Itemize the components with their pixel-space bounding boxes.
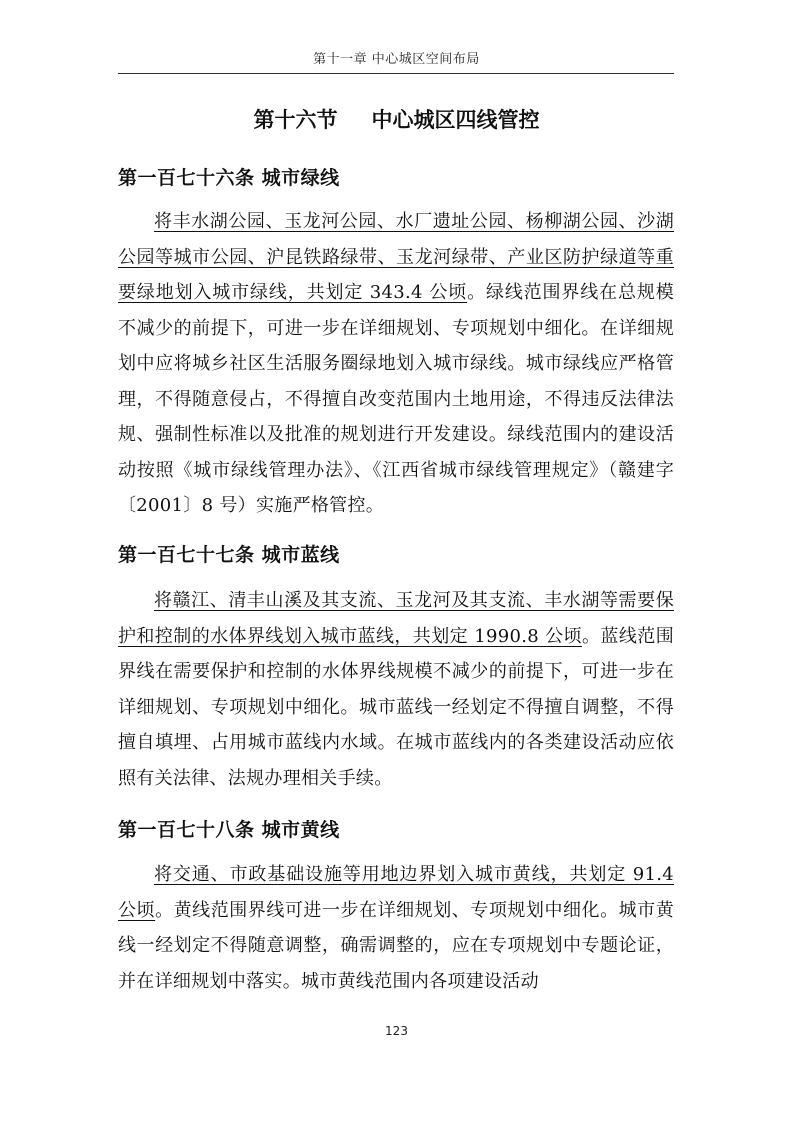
article-178-underlined-text: 将交通、市政基础设施等用地边界划入城市黄线，共划定 91.4 公顷	[118, 864, 674, 921]
article-body-177	[118, 583, 674, 796]
article-heading-177: 第一百七十七条 城市蓝线	[118, 544, 340, 566]
article-177-underlined-text: 将赣江、清丰山溪及其支流、玉龙河及其支流、丰水湖等需要保护和控制的水体界线划入城市蓝线，共划定 1990.8 公顷	[118, 590, 674, 647]
header-rule	[118, 73, 674, 74]
article-heading-178: 第一百七十八条 城市黄线	[118, 819, 340, 841]
page-number: 123	[385, 1024, 408, 1038]
section-title-text: 中心城区四线管控	[371, 108, 540, 132]
section-title	[0, 104, 793, 134]
article-176-underlined-text: 将丰水湖公园、玉龙河公园、水厂遗址公园、杨柳湖公园、沙湖公园等城市公园、沪昆铁路绿带、玉龙河绿带、产业区防护绿道等重要绿地划入城市绿线，共划定 343.4 公顷	[118, 211, 674, 303]
article-body-178	[118, 857, 674, 999]
article-heading-176: 第一百七十六条 城市绿线	[118, 167, 340, 189]
article-176-text: 。绿线范围界线在总规模不减少的前提下，可进一步在详细规划、专项规划中细化。在详细规划中应将城乡社区生活服务圈绿地划入城市绿线。城市绿线应严格管理，不得随意侵占，不得擅自改变范围内土地用途，不得违反法律法规、强制性标准以及批准的规划进行开发建设。绿线范围内的建设活动按照《城市绿线管理办法》、《江西省城市绿线管理规定》（赣建字〔2001〕8 号）实施严格管控。	[118, 282, 674, 516]
section-number: 第十六节	[253, 108, 338, 132]
running-header: 第十一章 中心城区空间布局	[313, 52, 480, 67]
article-177-text: 。蓝线范围界线在需要保护和控制的水体界线规模不减少的前提下，可进一步在详细规划、专项规划中细化。城市蓝线一经划定不得擅自调整，不得擅自填埋、占用城市蓝线内水域。在城市蓝线内的各类建设活动应依照有关法律、法规办理相关手续。	[118, 625, 674, 789]
article-body-176	[118, 204, 674, 524]
article-178-text: 。黄线范围界线可进一步在详细规划、专项规划中细化。城市黄线一经划定不得随意调整，确需调整的，应在专项规划中专题论证，并在详细规划中落实。城市黄线范围内各项建设活动	[118, 899, 674, 992]
